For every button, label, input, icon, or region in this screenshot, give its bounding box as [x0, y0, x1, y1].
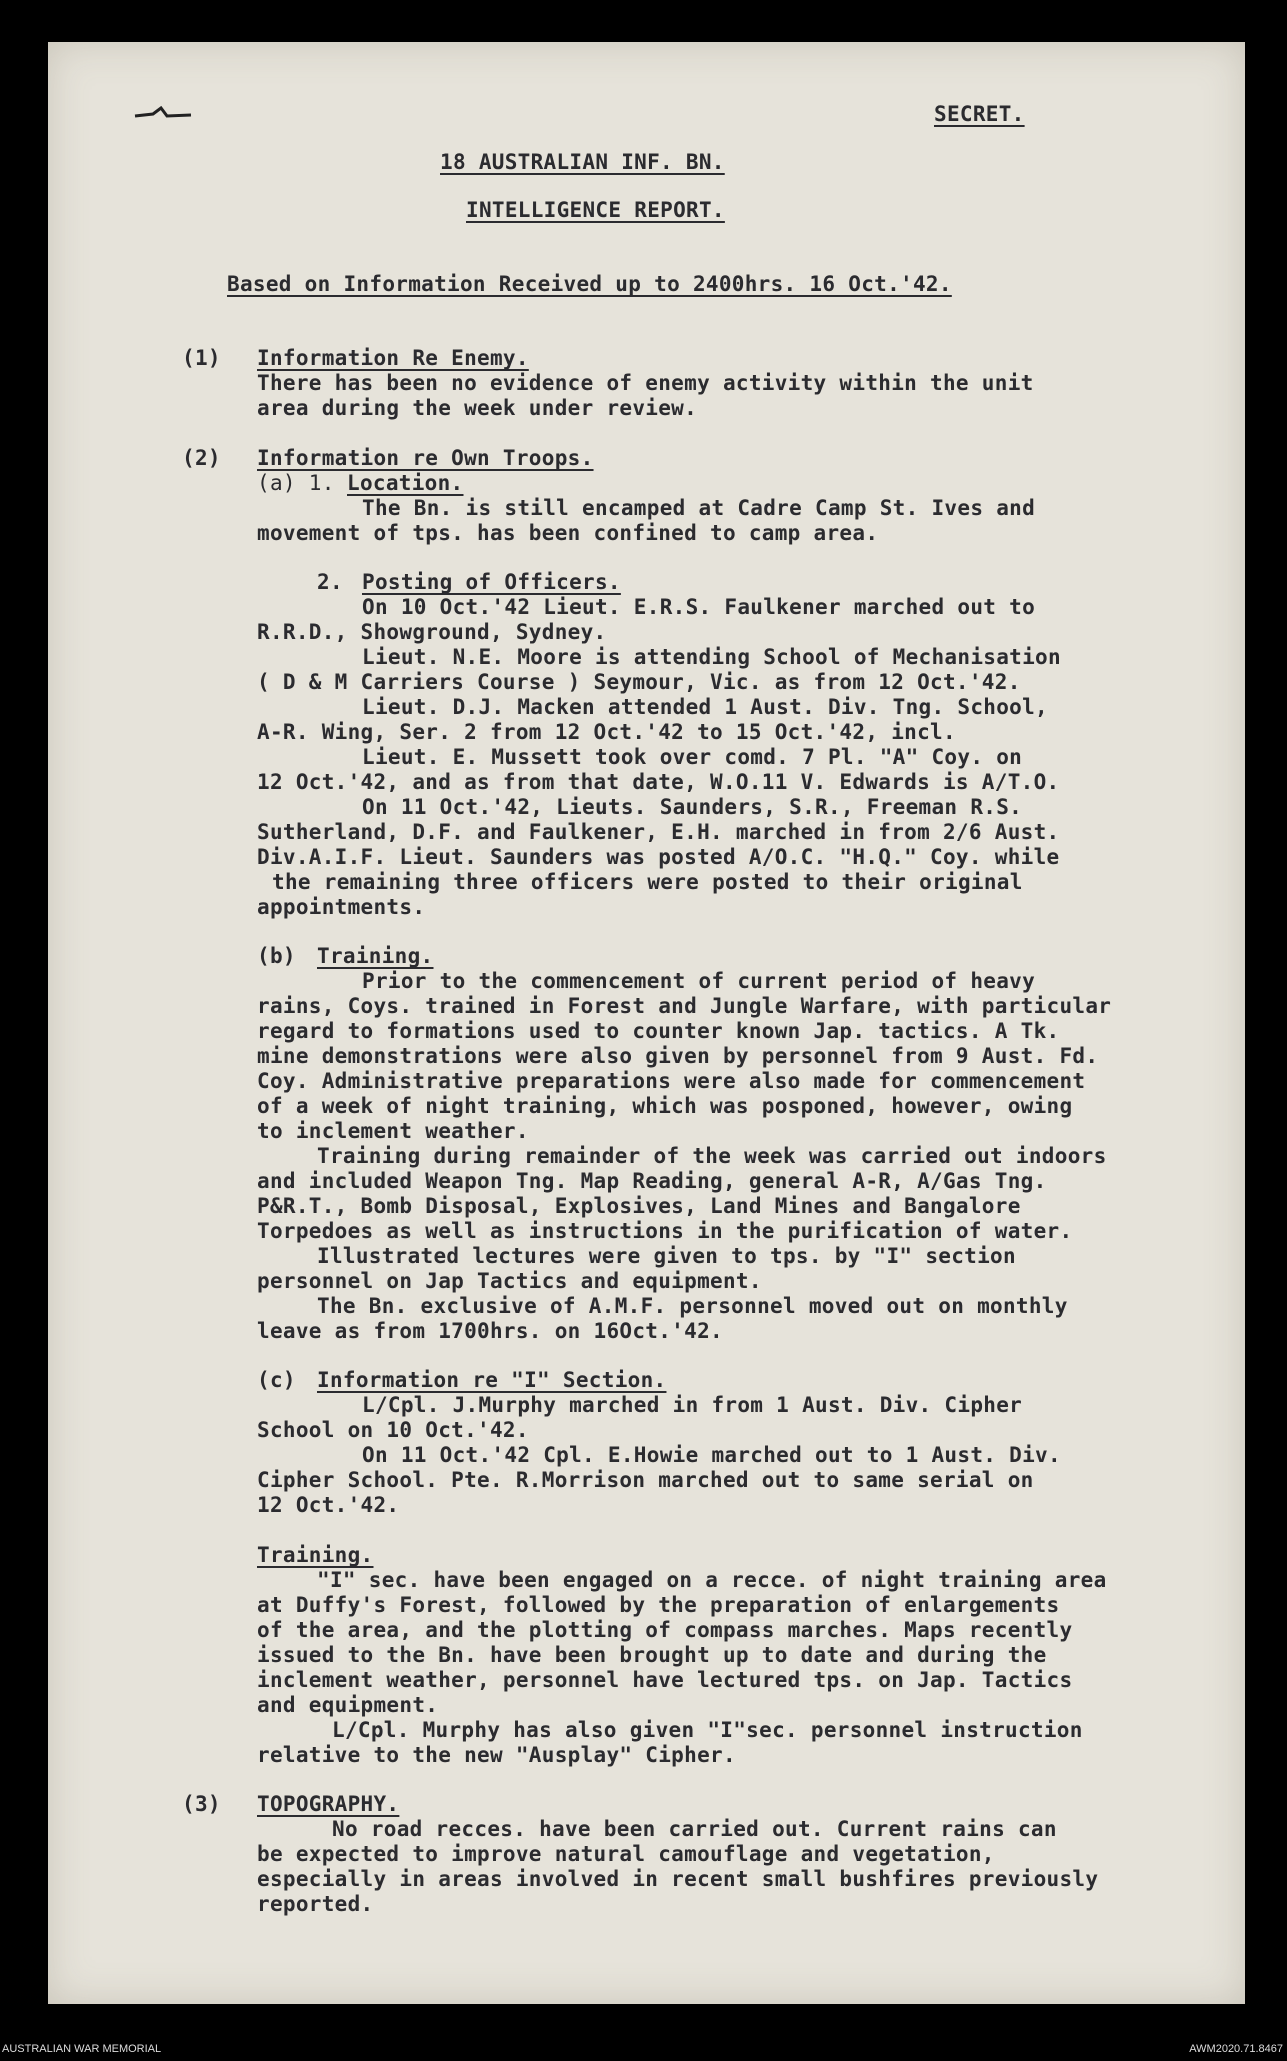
i-training-text: and equipment. [257, 1693, 439, 1717]
i-training-text: relative to the new "Ausplay" Cipher. [257, 1743, 736, 1767]
footer-catalogue-id: AWM2020.71.8467 [1189, 2043, 1283, 2055]
section-2-number: (2) [182, 446, 221, 470]
i-training-text: inclement weather, personnel have lectured tps. on Jap. Tactics [257, 1668, 1073, 1692]
i-training-heading: Training. [257, 1543, 374, 1567]
i-section-text: 12 Oct.'42. [257, 1493, 400, 1517]
posting-text: Lieut. D.J. Macken attended 1 Aust. Div. Tng. School, [362, 695, 1048, 719]
posting-text: ( D & M Carriers Course ) Seymour, Vic. as from 12 Oct.'42. [257, 670, 1021, 694]
posting-text: the remaining three officers were posted to their original [272, 870, 1023, 894]
i-training-text: issued to the Bn. have been brought up to date and during the [257, 1643, 1047, 1667]
subsection-a-prefix: (a) 1. [257, 471, 335, 495]
posting-heading: Posting of Officers. [362, 570, 621, 594]
i-training-text: of the area, and the plotting of compass marches. Maps recently [257, 1618, 1073, 1642]
posting-text: A-R. Wing, Ser. 2 from 12 Oct.'42 to 15 Oct.'42, incl. [257, 720, 956, 744]
topography-text: reported. [257, 1892, 374, 1916]
unit-title: 18 AUSTRALIAN INF. BN. [440, 150, 725, 174]
training-text: P&R.T., Bomb Disposal, Explosives, Land Mines and Bangalore [257, 1194, 1021, 1218]
training-text: Torpedoes as well as instructions in the purification of water. [257, 1219, 1073, 1243]
posting-text: Lieut. E. Mussett took over comd. 7 Pl. "A" Coy. on [362, 745, 1023, 769]
section-1-text: area during the week under review. [257, 396, 698, 420]
training-text: leave as from 1700hrs. on 16Oct.'42. [257, 1319, 723, 1343]
i-training-text: "I" sec. have been engaged on a recce. of night training area [317, 1568, 1107, 1592]
training-text: Illustrated lectures were given to tps. by "I" section [317, 1244, 1016, 1268]
posting-text: On 11 Oct.'42, Lieuts. Saunders, S.R., Freeman R.S. [362, 795, 1023, 819]
i-section-heading: Information re "I" Section. [317, 1368, 667, 1392]
training-text: Coy. Administrative preparations were also made for commencement [257, 1069, 1086, 1093]
location-text: movement of tps. has been confined to camp area. [257, 521, 879, 545]
topography-text: be expected to improve natural camouflage and vegetation, [257, 1842, 995, 1866]
posting-text: Lieut. N.E. Moore is attending School of Mechanisation [362, 645, 1061, 669]
i-training-text: L/Cpl. Murphy has also given "I"sec. personnel instruction [332, 1718, 1083, 1742]
training-text: and included Weapon Tng. Map Reading, general A-R, A/Gas Tng. [257, 1169, 1047, 1193]
pen-mark [133, 102, 193, 132]
training-text: rains, Coys. trained in Forest and Jungle Warfare, with particular [257, 994, 1112, 1018]
training-text: personnel on Jap Tactics and equipment. [257, 1269, 762, 1293]
subsection-b-prefix: (b) [257, 944, 296, 968]
report-basis: Based on Information Received up to 2400hrs. 16 Oct.'42. [227, 272, 952, 296]
i-section-text: L/Cpl. J.Murphy marched in from 1 Aust. Div. Cipher [362, 1393, 1023, 1417]
i-section-text: Cipher School. Pte. R.Morrison marched out to same serial on [257, 1468, 1034, 1492]
section-1-text: There has been no evidence of enemy activity within the unit [257, 371, 1034, 395]
training-text: of a week of night training, which was posponed, however, owing [257, 1094, 1073, 1118]
training-text: mine demonstrations were also given by personnel from 9 Aust. Fd. [257, 1044, 1099, 1068]
section-1-heading: Information Re Enemy. [257, 346, 529, 370]
training-heading: Training. [317, 944, 434, 968]
training-text: regard to formations used to counter known Jap. tactics. A Tk. [257, 1019, 1060, 1043]
i-section-text: On 11 Oct.'42 Cpl. E.Howie marched out to 1 Aust. Div. [362, 1443, 1061, 1467]
posting-text: Sutherland, D.F. and Faulkener, E.H. marched in from 2/6 Aust. [257, 820, 1060, 844]
posting-text: appointments. [257, 895, 426, 919]
subsection-2-prefix: 2. [317, 570, 343, 594]
location-text: The Bn. is still encamped at Cadre Camp St. Ives and [362, 496, 1036, 520]
training-text: Prior to the commencement of current period of heavy [362, 969, 1036, 993]
training-text: Training during remainder of the week was carried out indoors [317, 1144, 1107, 1168]
topography-text: No road recces. have been carried out. Current rains can [332, 1817, 1057, 1841]
posting-text: 12 Oct.'42, and as from that date, W.O.11 V. Edwards is A/T.O. [257, 770, 1060, 794]
section-3-heading: TOPOGRAPHY. [257, 1792, 400, 1816]
subsection-c-prefix: (c) [257, 1368, 296, 1392]
i-training-text: at Duffy's Forest, followed by the preparation of enlargements [257, 1593, 1060, 1617]
posting-text: R.R.D., Showground, Sydney. [257, 620, 607, 644]
section-1-number: (1) [182, 346, 221, 370]
posting-text: On 10 Oct.'42 Lieut. E.R.S. Faulkener marched out to [362, 595, 1036, 619]
secret-classification: SECRET. [934, 102, 1025, 126]
training-text: The Bn. exclusive of A.M.F. personnel moved out on monthly [317, 1294, 1068, 1318]
footer-source: AUSTRALIAN WAR MEMORIAL [2, 2043, 162, 2055]
posting-text: Div.A.I.F. Lieut. Saunders was posted A/O.C. "H.Q." Coy. while [257, 845, 1060, 869]
report-title: INTELLIGENCE REPORT. [466, 198, 725, 222]
section-3-number: (3) [182, 1792, 221, 1816]
i-section-text: School on 10 Oct.'42. [257, 1418, 529, 1442]
section-2-heading: Information re Own Troops. [257, 446, 594, 470]
subsection-location-heading: Location. [347, 471, 464, 495]
topography-text: especially in areas involved in recent small bushfires previously [257, 1867, 1099, 1891]
training-text: to inclement weather. [257, 1119, 529, 1143]
